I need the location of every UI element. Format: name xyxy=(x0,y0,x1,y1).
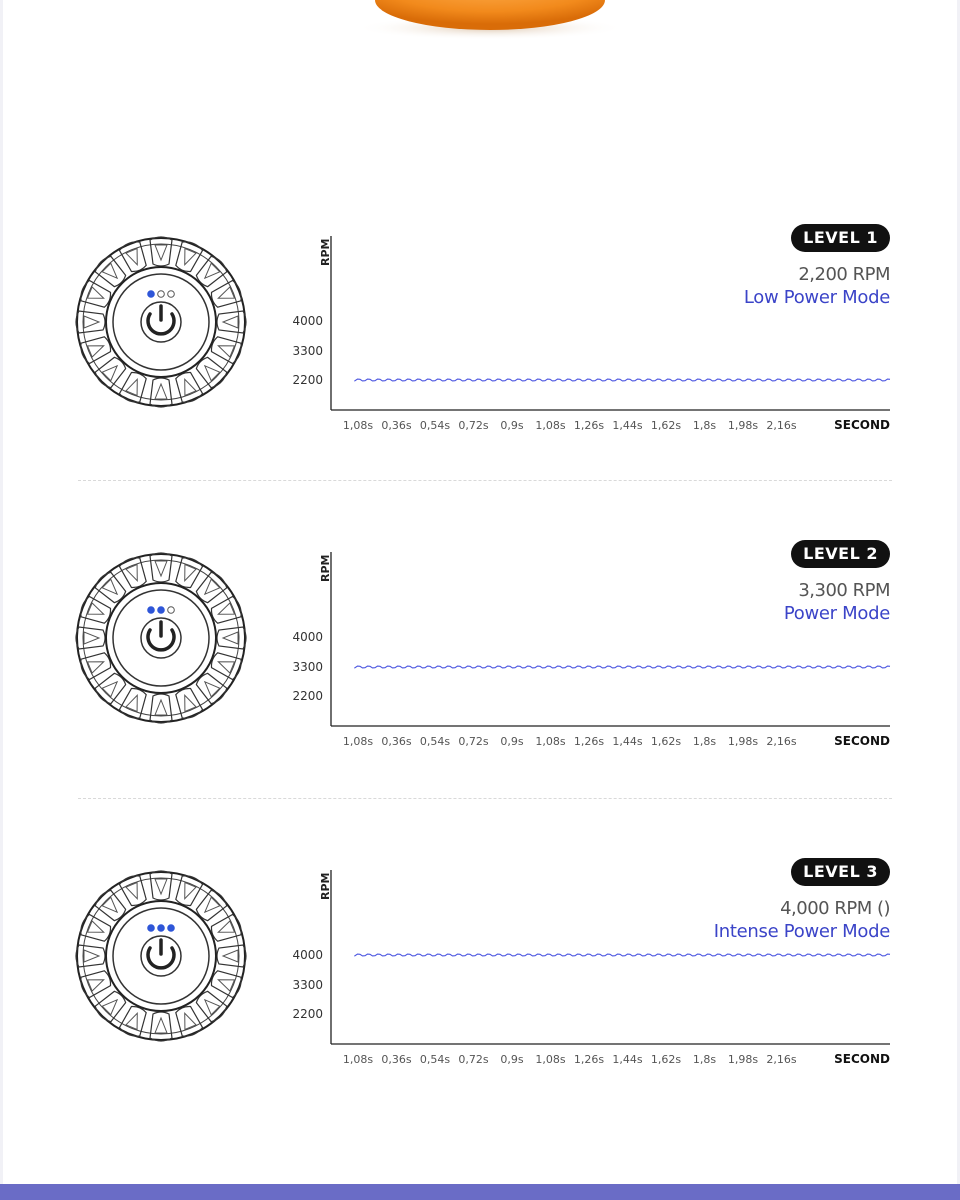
massage-ball-icon xyxy=(350,0,630,40)
x-tick-label: 0,54s xyxy=(419,735,451,748)
level-dot-lit xyxy=(148,291,155,298)
y-tick-label: 4000 xyxy=(292,314,323,328)
section-divider xyxy=(78,480,892,481)
rpm-series-line xyxy=(355,666,890,668)
x-axis-label: SECOND xyxy=(834,734,890,748)
level-dot-lit xyxy=(148,925,155,932)
x-tick-label: 0,9s xyxy=(500,1053,524,1066)
x-tick-label: 1,26s xyxy=(573,419,605,432)
massage-gun-head-icon xyxy=(75,552,247,724)
section-divider xyxy=(78,798,892,799)
y-tick-label: 3300 xyxy=(292,978,323,992)
rpm-chart-level-2 xyxy=(285,546,900,746)
x-tick-label: 0,54s xyxy=(419,419,451,432)
rpm-series-line xyxy=(355,379,890,381)
rpm-series-line xyxy=(355,954,890,956)
massage-gun-head-icon xyxy=(75,236,247,408)
level-dot-lit xyxy=(158,607,165,614)
y-tick-label: 2200 xyxy=(292,373,323,387)
x-tick-label: 1,98s xyxy=(727,419,759,432)
x-tick-label: 0,72s xyxy=(458,1053,489,1066)
level-dot-unlit xyxy=(158,291,165,298)
x-tick-label: 1,44s xyxy=(612,419,643,432)
rpm-chart-level-1 xyxy=(285,230,900,430)
x-tick-label: 0,9s xyxy=(500,419,524,432)
left-edge-strip xyxy=(0,0,3,1184)
y-tick-label: 3300 xyxy=(292,660,323,674)
x-tick-label: 1,08s xyxy=(535,735,566,748)
x-tick-label: 2,16s xyxy=(766,1053,797,1066)
x-tick-label: 0,36s xyxy=(381,419,412,432)
power-mode-label: Intense Power Mode xyxy=(713,921,890,942)
level-dot-lit xyxy=(168,925,175,932)
rpm-chart-level-3 xyxy=(285,864,900,1064)
x-tick-label: 2,16s xyxy=(766,419,797,432)
y-tick-label: 2200 xyxy=(292,689,323,703)
x-tick-label: 1,8s xyxy=(692,735,717,748)
level-dot-unlit xyxy=(168,607,175,614)
y-tick-label: 4000 xyxy=(292,630,323,644)
level-dot-lit xyxy=(158,925,165,932)
x-axis-label: SECOND xyxy=(834,1052,890,1066)
x-tick-label: 1,98s xyxy=(727,1053,759,1066)
rpm-chart-plot xyxy=(285,230,900,430)
x-axis-label: SECOND xyxy=(834,418,890,432)
x-tick-label: 1,08s xyxy=(342,1053,374,1066)
bottom-bar xyxy=(0,1184,960,1200)
x-tick-label: 1,08s xyxy=(535,419,566,432)
level-dot-lit xyxy=(148,607,155,614)
x-tick-label: 2,16s xyxy=(766,735,797,748)
level-dot-unlit xyxy=(168,291,175,298)
rpm-value: 4,000 RPM () xyxy=(780,898,890,919)
x-tick-label: 1,44s xyxy=(612,1053,643,1066)
x-tick-label: 0,54s xyxy=(419,1053,451,1066)
level-badge: LEVEL 1 xyxy=(791,224,890,252)
rpm-chart-plot xyxy=(285,546,900,746)
y-tick-label: 3300 xyxy=(292,344,323,358)
y-axis-label: RPM xyxy=(319,872,332,900)
x-tick-label: 1,98s xyxy=(727,735,759,748)
x-tick-label: 1,26s xyxy=(573,1053,605,1066)
level-badge: LEVEL 2 xyxy=(791,540,890,568)
rpm-value: 2,200 RPM xyxy=(798,264,890,285)
x-tick-label: 0,9s xyxy=(500,735,524,748)
x-tick-label: 0,72s xyxy=(458,419,489,432)
x-tick-label: 0,36s xyxy=(381,735,412,748)
y-axis-label: RPM xyxy=(319,554,332,582)
y-axis-label: RPM xyxy=(319,238,332,266)
x-tick-label: 1,62s xyxy=(650,1053,682,1066)
x-tick-label: 1,44s xyxy=(612,735,643,748)
x-tick-label: 1,08s xyxy=(342,735,374,748)
x-tick-label: 1,8s xyxy=(692,1053,717,1066)
x-tick-label: 1,08s xyxy=(535,1053,566,1066)
rpm-chart-plot xyxy=(285,864,900,1064)
x-tick-label: 0,36s xyxy=(381,1053,412,1066)
power-mode-label: Low Power Mode xyxy=(743,287,890,308)
rpm-value: 3,300 RPM xyxy=(798,580,890,601)
x-tick-label: 0,72s xyxy=(458,735,489,748)
level-badge: LEVEL 3 xyxy=(791,858,890,886)
x-tick-label: 1,8s xyxy=(692,419,717,432)
power-mode-label: Power Mode xyxy=(783,603,890,624)
x-tick-label: 1,62s xyxy=(650,419,682,432)
x-tick-label: 1,26s xyxy=(573,735,605,748)
x-tick-label: 1,62s xyxy=(650,735,682,748)
y-tick-label: 2200 xyxy=(292,1007,323,1021)
x-tick-label: 1,08s xyxy=(342,419,374,432)
y-tick-label: 4000 xyxy=(292,948,323,962)
massage-gun-head-icon xyxy=(75,870,247,1042)
